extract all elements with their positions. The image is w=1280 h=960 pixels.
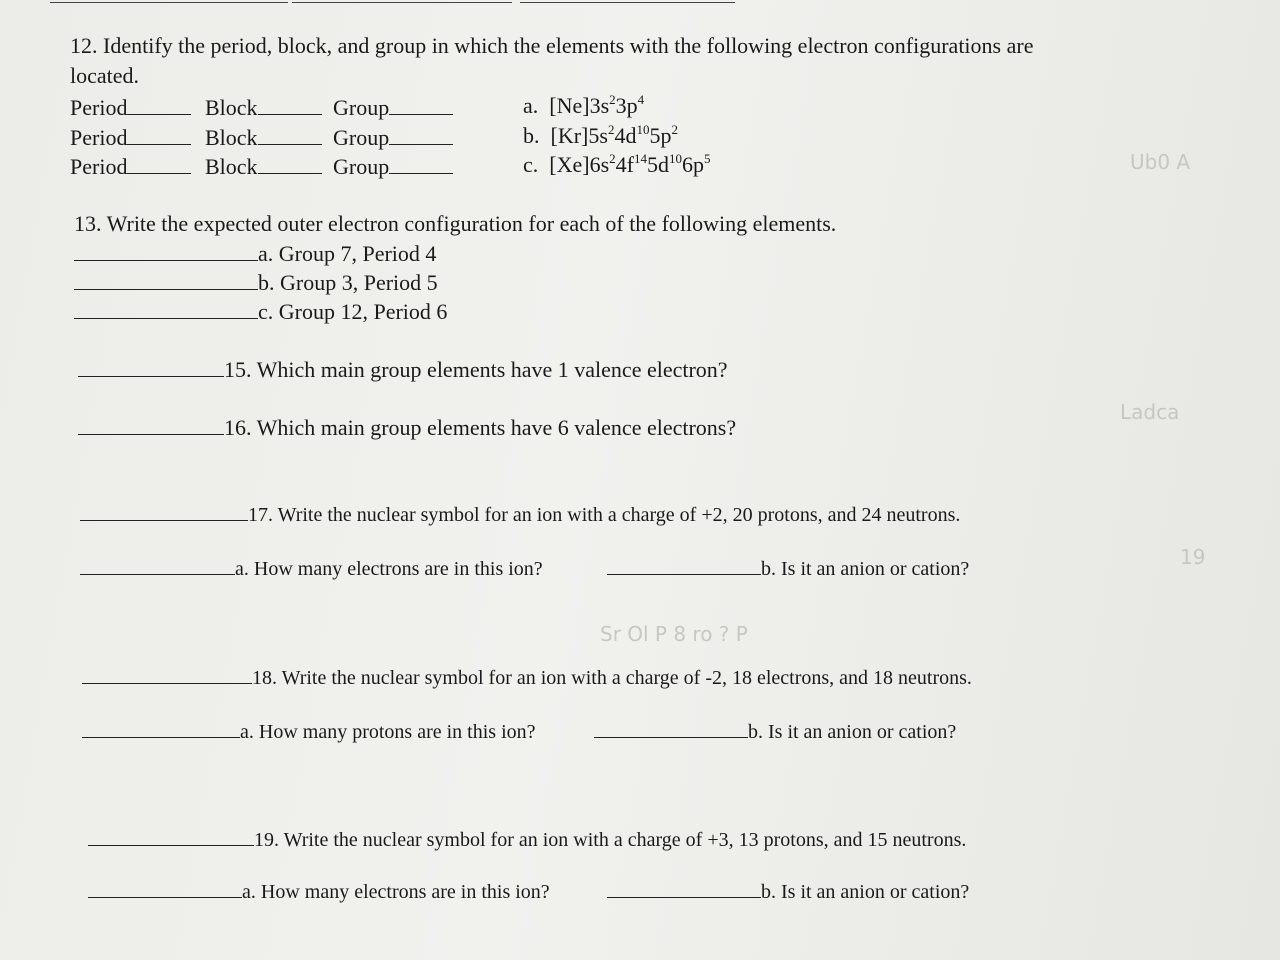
answer-blank[interactable] bbox=[88, 825, 254, 846]
group-answer-blank[interactable] bbox=[389, 153, 453, 174]
block-answer-blank[interactable] bbox=[258, 153, 322, 174]
q13-item-a: a. Group 7, Period 4 bbox=[74, 240, 436, 267]
block-label: Block bbox=[205, 125, 258, 150]
answer-blank[interactable] bbox=[74, 298, 258, 319]
block-answer-blank[interactable] bbox=[258, 94, 322, 115]
q18-prompt-row: 18. Write the nuclear symbol for an ion with a charge of -2, 18 electrons, and 18 neutrons. bbox=[82, 663, 972, 691]
block-label: Block bbox=[205, 95, 258, 120]
answer-blank[interactable] bbox=[74, 269, 258, 290]
q12-row-c bbox=[70, 153, 191, 180]
q12-row-c-block bbox=[205, 153, 322, 180]
period-answer-blank[interactable] bbox=[127, 124, 191, 145]
q12-row-c-group bbox=[333, 153, 453, 180]
bleed-through-mark: Ub0 A bbox=[1130, 150, 1191, 174]
q13-item-b: b. Group 3, Period 5 bbox=[74, 269, 438, 296]
q15: 15. Which main group elements have 1 valence electron? bbox=[78, 356, 728, 383]
block-label: Block bbox=[205, 154, 258, 179]
config-a: a. $[Ne]3s^23p^4$ bbox=[523, 92, 645, 118]
period-label: Period bbox=[70, 95, 128, 120]
block-answer-blank[interactable] bbox=[258, 124, 322, 145]
bleed-through-mark: Sr Ol P 8 ro ? P bbox=[600, 622, 748, 646]
q12-row-a-block bbox=[205, 94, 322, 121]
q12-prompt: 12. Identify the period, block, and group in which the elements with the following electron configurations are bbox=[70, 33, 1034, 58]
q12-row-b-group bbox=[333, 124, 453, 151]
group-answer-blank[interactable] bbox=[389, 94, 453, 115]
answer-blank[interactable] bbox=[607, 554, 761, 575]
q17-a-row: a. How many electrons are in this ion? bbox=[80, 554, 543, 582]
config-c: c. $[Xe]6s^24f^{14}5d^{10}6p^5$ bbox=[523, 151, 711, 177]
answer-blank[interactable] bbox=[80, 554, 235, 575]
q19-prompt-row: 19. Write the nuclear symbol for an ion with a charge of +3, 13 protons, and 15 neutrons. bbox=[88, 825, 966, 853]
q16: 16. Which main group elements have 6 valence electrons? bbox=[78, 414, 736, 441]
q12-row-a bbox=[70, 94, 191, 121]
period-answer-blank[interactable] bbox=[127, 153, 191, 174]
bleed-through-mark: 19 bbox=[1180, 545, 1206, 569]
q19-a-row: a. How many electrons are in this ion? bbox=[88, 877, 550, 905]
top-rule bbox=[292, 2, 512, 3]
q13-prompt: 13. Write the expected outer electron configuration for each of the following elements. bbox=[74, 211, 837, 236]
period-label: Period bbox=[70, 125, 128, 150]
group-answer-blank[interactable] bbox=[389, 124, 453, 145]
q13-item-c: c. Group 12, Period 6 bbox=[74, 298, 447, 325]
q12-row-b-block bbox=[205, 124, 322, 151]
bleed-through-mark: Ladca bbox=[1120, 400, 1180, 424]
answer-blank[interactable] bbox=[82, 717, 240, 738]
q12-prompt-continued: located. bbox=[70, 63, 140, 88]
answer-blank[interactable] bbox=[78, 414, 224, 435]
q18-a-row: a. How many protons are in this ion? bbox=[82, 717, 536, 745]
answer-blank[interactable] bbox=[74, 240, 258, 261]
answer-blank[interactable] bbox=[82, 663, 252, 684]
answer-blank[interactable] bbox=[594, 717, 748, 738]
q18-b-row: b. Is it an anion or cation? bbox=[594, 717, 956, 745]
q12-row-a-group bbox=[333, 94, 453, 121]
q19-b-row: b. Is it an anion or cation? bbox=[607, 877, 969, 905]
answer-blank[interactable] bbox=[78, 356, 224, 377]
top-rule bbox=[50, 2, 288, 3]
period-answer-blank[interactable] bbox=[127, 94, 191, 115]
q17-prompt-row: 17. Write the nuclear symbol for an ion with a charge of +2, 20 protons, and 24 neutrons. bbox=[80, 500, 960, 528]
config-b: b. $[Kr]5s^24d^{10}5p^2$ bbox=[523, 122, 678, 148]
group-label: Group bbox=[333, 95, 390, 120]
top-rule bbox=[520, 2, 735, 3]
q12-row-b bbox=[70, 124, 191, 151]
answer-blank[interactable] bbox=[88, 877, 242, 898]
period-label: Period bbox=[70, 154, 128, 179]
group-label: Group bbox=[333, 125, 390, 150]
answer-blank[interactable] bbox=[80, 500, 248, 521]
group-label: Group bbox=[333, 154, 390, 179]
q17-b-row: b. Is it an anion or cation? bbox=[607, 554, 969, 582]
answer-blank[interactable] bbox=[607, 877, 761, 898]
